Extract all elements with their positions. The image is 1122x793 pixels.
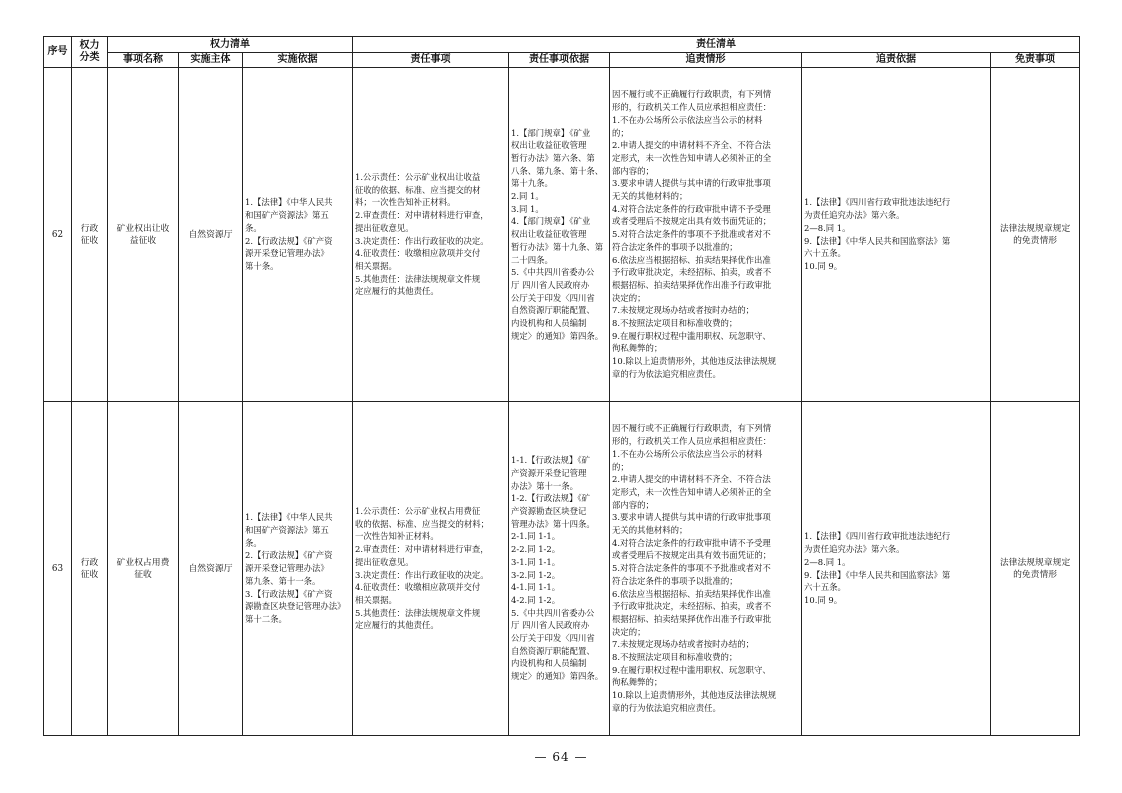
cell-resp-basis: 1-1.【行政法规】《矿 产资源开采登记管理 办法》第十一条。 1-2.【行政法规】《矿 产资源勘查区块登记 管理办法》第十四条。 2-1.同 1-1。 2-2.同 1-2。 3-1.同 1-1。 3-2.同 1-2。 4-1.同 1-1。 4-2.同 1-2。 5.《中共四川省委办公 厅 四川省人民政府办 公厅关于印发〈四川省 自然资源厅职能配置、 内设机构和人员编制 规定〉的通知》第四条。 xyxy=(509,402,610,736)
header-acc-basis: 追责依据 xyxy=(802,53,991,68)
header-subject: 实施主体 xyxy=(179,53,243,68)
header-accountability: 追责情形 xyxy=(610,53,802,68)
header-resp-items: 责任事项 xyxy=(353,53,509,68)
cell-item-name: 矿业权占用费 征收 xyxy=(108,402,179,736)
cell-basis: 1.【法律】《中华人民共 和国矿产资源法》第五 条。 2.【行政法规】《矿产资 源开采登记管理办法》 第九条、第十一条。 3.【行政法规】《矿产资 源勘查区块登记管理办法》 第十二条。 xyxy=(243,402,353,736)
cell-type: 行政 征收 xyxy=(72,68,108,402)
power-responsibility-table xyxy=(43,36,1080,736)
header-seq: 序号 xyxy=(44,37,72,68)
cell-subject: 自然资源厅 xyxy=(179,402,243,736)
cell-accountability: 因不履行或不正确履行行政职责，有下列情 形的，行政机关工作人员应承担相应责任： 1.不在办公场所公示依法应当公示的材料 的； 2.申请人提交的申请材料不齐全、不符合法 定形式，未一次性告知申请人必须补正的全 部内容的； 3.要求申请人提供与其申请的行政审批事项 无关的其他材料的； 4.对符合法定条件的行政审批申请不予受理 或者受理后不按规定出具有效书面凭证的； 5.对符合法定条件的事项不予批准或者对不 符合法定条件的事项予以批准的； 6.依法应当根据招标、拍卖结果择优作出准 予行政审批决定，未经招标、拍卖，或者不 根据招标、拍卖结果择优作出准予行政审批 决定的； 7.未按规定现场办结或者按时办结的； 8.不按照法定项目和标准收费的； 9.在履行职权过程中滥用职权、玩忽职守、 徇私舞弊的； 10.除以上追责情形外，其他违反法律法规规 章的行为依法追究相应责任。 xyxy=(610,402,802,736)
cell-acc-basis: 1.【法律】《四川省行政审批违法违纪行 为责任追究办法》第六条。 2—8.同 1。 9.【法律】《中华人民共和国监察法》第 六十五条。 10.同 9。 xyxy=(802,402,991,736)
cell-item-name: 矿业权出让收 益征收 xyxy=(108,68,179,402)
page-number: — 64 — xyxy=(534,750,588,764)
cell-basis: 1.【法律】《中华人民共 和国矿产资源法》第五 条。 2.【行政法规】《矿产资 源开采登记管理办法》 第十条。 xyxy=(243,68,353,402)
cell-type: 行政 征收 xyxy=(72,402,108,736)
cell-resp-items: 1.公示责任：公示矿业权出让收益 征收的依据、标准、应当提交的材 料；一次性告知补正材料。 2.审查责任：对申请材料进行审查， 提出征收意见。 3.决定责任：作出行政征收的决定。 4.征收责任：收缴相应款项并交付 相关票据。 5.其他责任：法律法规规章文件规 定应履行的其他责任。 xyxy=(353,68,509,402)
cell-exemption: 法律法规规章规定 的免责情形 xyxy=(991,402,1080,736)
cell-resp-basis: 1.【部门规章】《矿业 权出让收益征收管理 暂行办法》第六条、第 八条、第九条、第十条、 第十九条。 2.同 1。 3.同 1。 4.【部门规章】《矿业 权出让收益征收管理 暂行办法》第十九条、第 二十四条。 5.《中共四川省委办公 厅 四川省人民政府办 公厅关于印发〈四川省 自然资源厅职能配置、 内设机构和人员编制 规定〉的通知》第四条。 xyxy=(509,68,610,402)
header-power-list: 权力清单 xyxy=(108,37,353,53)
header-power-type: 权力 分类 xyxy=(72,37,108,68)
cell-accountability: 因不履行或不正确履行行政职责，有下列情 形的，行政机关工作人员应承担相应责任： 1.不在办公场所公示依法应当公示的材料 的； 2.申请人提交的申请材料不齐全、不符合法 定形式，未一次性告知申请人必须补正的全 部内容的； 3.要求申请人提供与其申请的行政审批事项 无关的其他材料的； 4.对符合法定条件的行政审批申请不予受理 或者受理后不按规定出具有效书面凭证的； 5.对符合法定条件的事项不予批准或者对不 符合法定条件的事项予以批准的； 6.依法应当根据招标、拍卖结果择优作出准 予行政审批决定，未经招标、拍卖，或者不 根据招标、拍卖结果择优作出准予行政审批 决定的； 7.未按规定现场办结或者按时办结的； 8.不按照法定项目和标准收费的； 9.在履行职权过程中滥用职权、玩忽职守、 徇私舞弊的； 10.除以上追责情形外，其他违反法律法规规 章的行为依法追究相应责任。 xyxy=(610,68,802,402)
header-resp-basis: 责任事项依据 xyxy=(509,53,610,68)
cell-seq: 63 xyxy=(44,402,72,736)
cell-resp-items: 1.公示责任：公示矿业权占用费征 收的依据、标准、应当提交的材料； 一次性告知补正材料。 2.审查责任：对申请材料进行审查， 提出征收意见。 3.决定责任：作出行政征收的决定。 4.征收责任：收缴相应款项并交付 相关票据。 5.其他责任：法律法规规章文件规 定应履行的其他责任。 xyxy=(353,402,509,736)
cell-acc-basis: 1.【法律】《四川省行政审批违法违纪行 为责任追究办法》第六条。 2—8.同 1。 9.【法律】《中华人民共和国监察法》第 六十五条。 10.同 9。 xyxy=(802,68,991,402)
header-resp-list: 责任清单 xyxy=(353,37,1080,53)
cell-exemption: 法律法规规章规定 的免责情形 xyxy=(991,68,1080,402)
header-basis: 实施依据 xyxy=(243,53,353,68)
cell-subject: 自然资源厅 xyxy=(179,68,243,402)
table-row xyxy=(44,402,1080,736)
header-exemption: 免责事项 xyxy=(991,53,1080,68)
header-item-name: 事项名称 xyxy=(108,53,179,68)
cell-seq: 62 xyxy=(44,68,72,402)
table-row xyxy=(44,68,1080,402)
